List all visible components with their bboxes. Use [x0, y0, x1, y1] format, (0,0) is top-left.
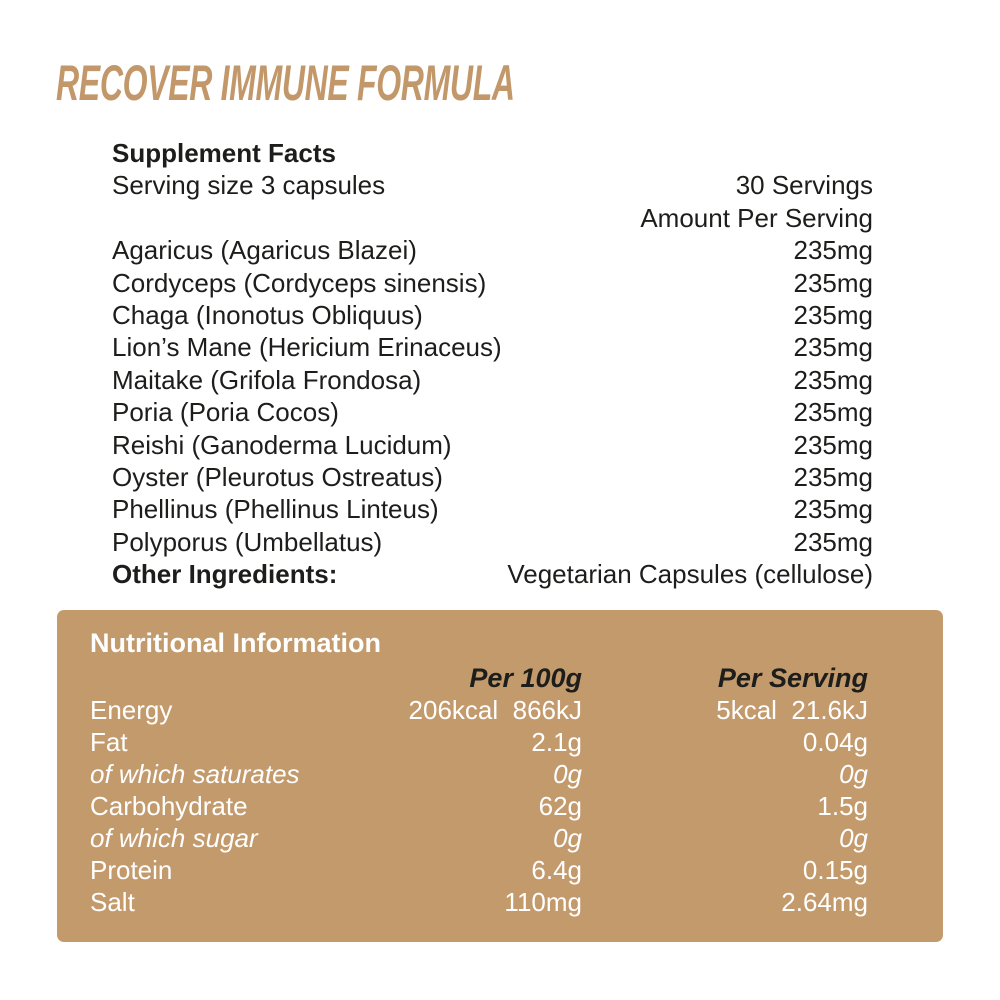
nutrient-label: Fat — [90, 727, 128, 757]
serving-size-row — [112, 169, 873, 201]
ingredient-amount: 235mg — [793, 526, 873, 557]
nutrition-box — [57, 610, 943, 942]
ingredient-row — [112, 267, 873, 299]
serving-size-label: Serving size 3 capsules — [112, 170, 386, 201]
nutrient-per-100g: 0g — [553, 823, 582, 853]
ingredient-amount: 235mg — [793, 235, 873, 266]
ingredient-name: Poria (Poria Cocos) — [112, 397, 339, 428]
nutrient-per-serving: 0.15g — [802, 855, 868, 885]
ingredient-name: Cordyceps (Cordyceps sinensis) — [112, 267, 487, 298]
ingredient-row — [112, 364, 873, 396]
ingredient-name: Lion’s Mane (Hericium Erinaceus) — [112, 332, 502, 363]
ingredient-row — [112, 331, 873, 363]
nutrient-per-serving: 5kcal 21.6kJ — [716, 695, 868, 725]
ingredient-amount: 235mg — [793, 267, 873, 298]
ingredient-amount: 235mg — [793, 300, 873, 331]
nutrient-per-100g: 0g — [553, 759, 582, 789]
brand-title: RECOVER IMMUNE FORMULA — [56, 55, 515, 111]
other-ingredients-value: Vegetarian Capsules (cellulose) — [507, 559, 873, 590]
ingredient-amount: 235mg — [793, 364, 873, 395]
servings-count: 30 Servings — [735, 170, 873, 201]
nutrient-label: Carbohydrate — [90, 791, 248, 821]
ingredient-row — [112, 396, 873, 428]
ingredient-name: Maitake (Grifola Frondosa) — [112, 364, 422, 395]
nutrient-label: Salt — [90, 887, 135, 917]
amount-per-serving-header: Amount Per Serving — [640, 202, 873, 233]
ingredient-row — [112, 493, 873, 525]
ingredient-row — [112, 461, 873, 493]
nutrient-per-100g: 2.1g — [531, 727, 582, 757]
nutrient-per-serving: 0.04g — [802, 727, 868, 757]
ingredient-rows — [112, 234, 873, 558]
other-ingredients-row — [112, 558, 873, 590]
nutrition-header-row — [90, 662, 868, 694]
other-ingredients-label: Other Ingredients: — [112, 559, 338, 590]
per-100g-header: Per 100g — [469, 663, 582, 693]
supplement-facts-panel — [112, 137, 873, 591]
ingredient-row — [112, 429, 873, 461]
nutrient-label: Protein — [90, 855, 173, 885]
ingredient-row — [112, 299, 873, 331]
nutrition-row — [90, 694, 868, 726]
nutrition-heading: Nutritional Information — [90, 628, 381, 658]
nutrition-row — [90, 886, 868, 918]
ingredient-name: Oyster (Pleurotus Ostreatus) — [112, 462, 443, 493]
nutrient-per-100g: 206kcal 866kJ — [408, 695, 582, 725]
nutrition-row — [90, 854, 868, 886]
ingredient-amount: 235mg — [793, 332, 873, 363]
ingredient-name: Reishi (Ganoderma Lucidum) — [112, 429, 452, 460]
ingredient-amount: 235mg — [793, 494, 873, 525]
nutrient-per-serving: 1.5g — [817, 791, 868, 821]
ingredient-amount: 235mg — [793, 462, 873, 493]
nutrition-row — [90, 726, 868, 758]
ingredient-name: Polyporus (Umbellatus) — [112, 526, 383, 557]
nutrition-row — [90, 790, 868, 822]
ingredient-name: Chaga (Inonotus Obliquus) — [112, 300, 423, 331]
nutrient-per-serving: 2.64mg — [781, 887, 868, 917]
nutrient-per-100g: 110mg — [504, 887, 582, 917]
nutrition-row — [90, 758, 868, 790]
ingredient-row — [112, 234, 873, 266]
nutrient-per-100g: 6.4g — [531, 855, 582, 885]
nutrient-label: Energy — [90, 695, 173, 725]
nutrient-per-serving: 0g — [839, 759, 868, 789]
supplement-facts-heading: Supplement Facts — [112, 138, 336, 168]
per-serving-header: Per Serving — [717, 663, 868, 693]
nutrient-per-100g: 62g — [538, 791, 582, 821]
nutrition-rows — [90, 694, 868, 918]
ingredient-amount: 235mg — [793, 397, 873, 428]
ingredient-name: Phellinus (Phellinus Linteus) — [112, 494, 439, 525]
ingredient-row — [112, 526, 873, 558]
nutrient-per-serving: 0g — [839, 823, 868, 853]
ingredient-name: Agaricus (Agaricus Blazei) — [112, 235, 417, 266]
nutrition-table — [90, 662, 868, 918]
nutrient-label: of which sugar — [90, 823, 258, 853]
nutrient-label: of which saturates — [90, 759, 300, 789]
ingredient-amount: 235mg — [793, 429, 873, 460]
nutrition-row — [90, 822, 868, 854]
